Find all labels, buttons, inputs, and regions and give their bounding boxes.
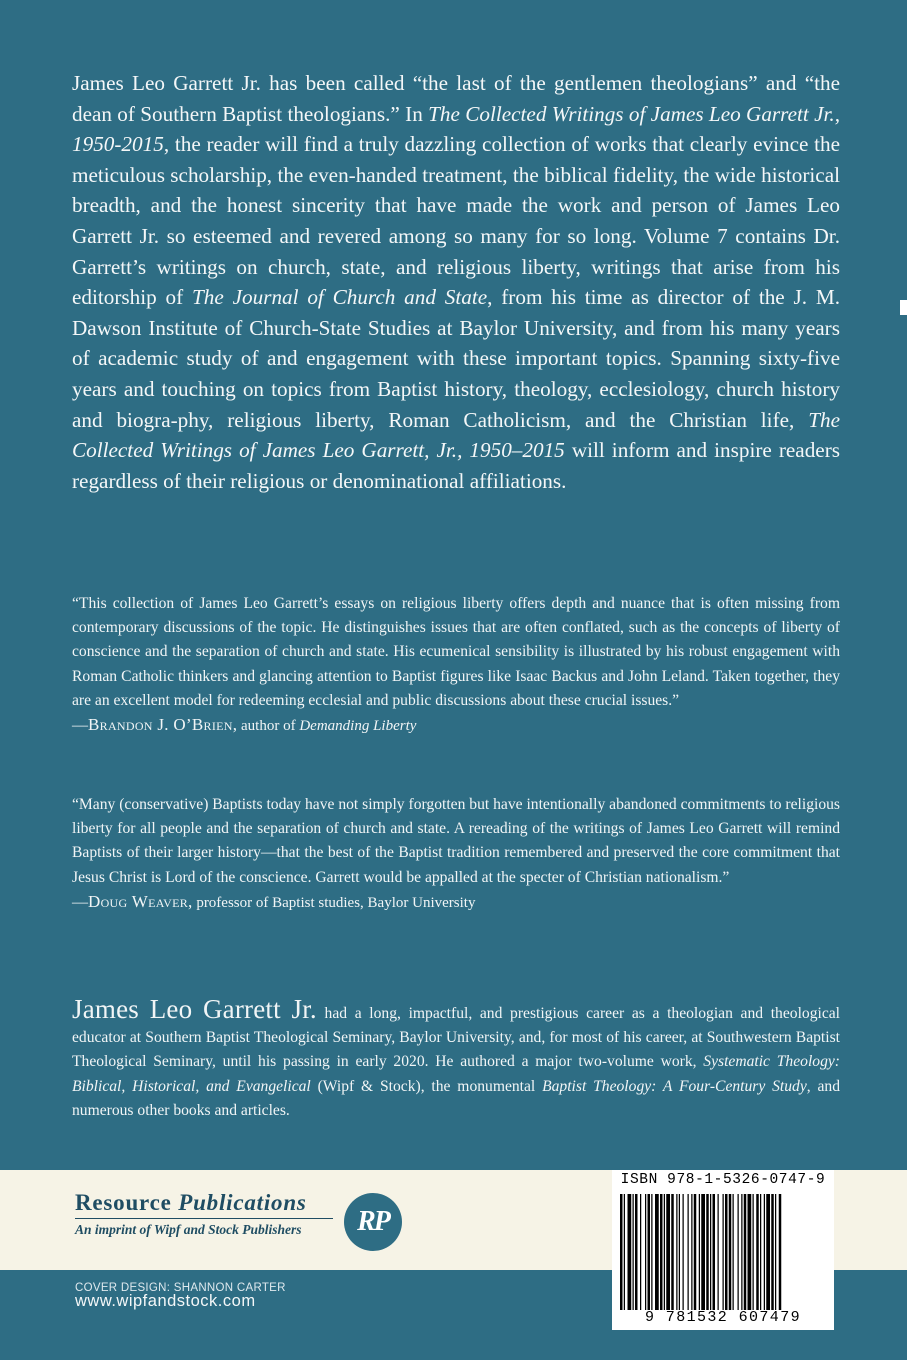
publisher-logo-icon: RP — [344, 1193, 402, 1251]
endorsement-attribution: —Doug Weaver, professor of Baptist studies, Baylor University — [72, 891, 476, 911]
barcode-bar — [651, 1194, 652, 1310]
barcode-bar — [671, 1194, 674, 1310]
bio-book-title: Baptist Theology: A Four-Century Study — [542, 1077, 807, 1095]
barcode-bar — [771, 1194, 774, 1310]
barcode-bar — [666, 1194, 670, 1310]
barcode-bar — [718, 1194, 719, 1310]
author-name: James Leo Garrett Jr. — [72, 994, 317, 1024]
barcode-bar — [701, 1194, 705, 1310]
barcode-bar — [733, 1194, 734, 1310]
edge-mark — [900, 300, 907, 315]
barcode-bar — [713, 1194, 716, 1310]
barcode-bar — [640, 1194, 641, 1310]
barcode-bar — [723, 1194, 724, 1310]
endorsement-text: “Many (conservative) Baptists today have not simply forgotten but have intentionally abandoned commitments to religious liberty for all people and the separation of church and state. A rereading of the writings of James Leo Garrett will remind Baptists of their larger history—that the best of the Baptist tradition remembered and preserved the core commitment that Jesus Christ is Lord of the conscience. Garrett would be appalled at the specter of Christian nationalism.” — [72, 796, 840, 886]
barcode-bar — [706, 1194, 709, 1310]
endorsement-text: “This collection of James Leo Garrett’s essays on religious liberty offers depth and nuance that is often missing from contemporary discussions of the topic. He distinguishes issues that are often conflated, such as the concepts of liberty of conscience and the separation of church and state. His ecumenical sensibility is illustrated by his robust engagement with Roman Catholic thinkers and glancing attention to Baptist figures like Isaac Backus and John Leland. Taken together, they are an excellent model for redeeming ecclesial and public discussions about these crucial issues.” — [72, 595, 840, 709]
barcode-bar — [710, 1194, 711, 1310]
barcode-bar — [725, 1194, 728, 1310]
barcode-bar — [679, 1194, 680, 1310]
endorser-role: professor of Baptist studies, Baylor University — [192, 894, 476, 911]
barcode-bar — [764, 1194, 765, 1310]
barcode-bar — [744, 1194, 747, 1310]
barcode-bar — [756, 1194, 759, 1310]
blurb-text: , from his time as director of the J. M. Dawson Institute of Church-State Studies at Baylor University, and from his many years of academic study of and engagement with these important topics. Spanning sixty-five years and touching on topics from Baptist history, theology, ecclesiology, church history and biogra-phy, religious liberty, Roman Catholicism, and the Christian life, — [72, 285, 840, 432]
barcode-icon — [620, 1194, 826, 1310]
endorser-name: Brandon J. O’Brien, — [88, 715, 238, 735]
barcode-bar — [699, 1194, 700, 1310]
barcode-bar — [620, 1194, 623, 1310]
publisher-rule — [75, 1218, 333, 1219]
barcode-bar — [676, 1194, 677, 1310]
endorsement-attribution: —Brandon J. O’Brien, author of Demanding Liberty — [72, 715, 417, 735]
barcode-bar — [624, 1194, 625, 1310]
endorsement-1 — [72, 592, 840, 738]
publisher-name: Resource Publications — [75, 1190, 307, 1215]
barcode-bar — [748, 1194, 752, 1310]
barcode-bar — [688, 1194, 689, 1310]
blurb-text: , the reader will find a truly dazzling collection of works that clearly evince the meticulous scholarship, the even-handed treatment, the biblical fidelity, the wide historical breadth, and the honest sincerity that have made the work and person of James Leo Garrett Jr. so esteemed and revered among so many for so long. Volume 7 contains Dr. Garrett’s writings on church, state, and religious liberty, writings that arise from his editorship of — [72, 132, 840, 310]
barcode-bar — [753, 1194, 754, 1310]
publisher-imprint: An imprint of Wipf and Stock Publishers — [75, 1222, 302, 1237]
barcode-bar — [628, 1194, 632, 1310]
publisher-url[interactable]: www.wipfandstock.com — [75, 1292, 256, 1310]
blurb-journal-title: The Journal of Church and State — [192, 285, 488, 310]
endorser-role: author of — [237, 718, 300, 735]
endorsement-2 — [72, 793, 840, 915]
bio-book-title: Systematic Theology: Biblical, Historical, and Evangelical — [72, 1053, 840, 1095]
blurb-text: will inform and inspire readers regardless of their religious or denominational affiliations. — [72, 438, 841, 493]
barcode-bar — [660, 1194, 663, 1310]
blurb-book-title: The Collected Writings of James Leo Garrett, Jr., 1950–2015 — [72, 407, 840, 463]
barcode-bar — [633, 1194, 634, 1310]
barcode-bar — [683, 1194, 684, 1310]
cover-design-credit: COVER DESIGN: SHANNON CARTER — [75, 1282, 286, 1294]
barcode-bar — [741, 1194, 742, 1310]
barcode-bar — [645, 1194, 646, 1310]
barcode-bar — [694, 1194, 697, 1310]
endorser-name: Doug Weaver, — [88, 891, 193, 911]
blurb-text: James Leo Garrett Jr. has been called “the last of the gentlemen theologians” and “the dean of Southern Baptist theologians.” In — [72, 71, 840, 126]
barcode-digits: 9 781532 607479 — [644, 1309, 802, 1326]
barcode-bar — [648, 1194, 651, 1310]
barcode-bar — [729, 1194, 732, 1310]
description-blurb — [72, 68, 840, 496]
author-bio: James Leo Garrett Jr. had a long, impactful, and prestigious career as a theologian and theological educator at Southern Baptist Theological Seminary, Baylor University, and, for most of his career, at Southwestern Baptist Theological Seminary, until his passing in early 2020. He authored a major two-volume work, Systematic Theology: Biblical, Historical, and Evangelical (Wipf & Stock), the monumental Baptist Theology: A Four-Century Study, and numerous other books and articles. — [72, 994, 841, 1119]
barcode-bar — [635, 1194, 638, 1310]
isbn-label: ISBN 978-1-5326-0747-9 — [620, 1172, 826, 1188]
endorser-book: Demanding Liberty — [299, 718, 417, 735]
barcode-bar — [779, 1194, 782, 1310]
barcode-bar — [655, 1194, 659, 1310]
blurb-book-title: The Collected Writings of James Leo Garrett Jr., 1950-2015 — [72, 101, 841, 157]
barcode-bar — [766, 1194, 770, 1310]
barcode-bar — [664, 1194, 665, 1310]
barcode-bar — [738, 1194, 739, 1310]
barcode-bar — [760, 1194, 761, 1310]
barcode-bar — [691, 1194, 692, 1310]
barcode-bar — [775, 1194, 776, 1310]
